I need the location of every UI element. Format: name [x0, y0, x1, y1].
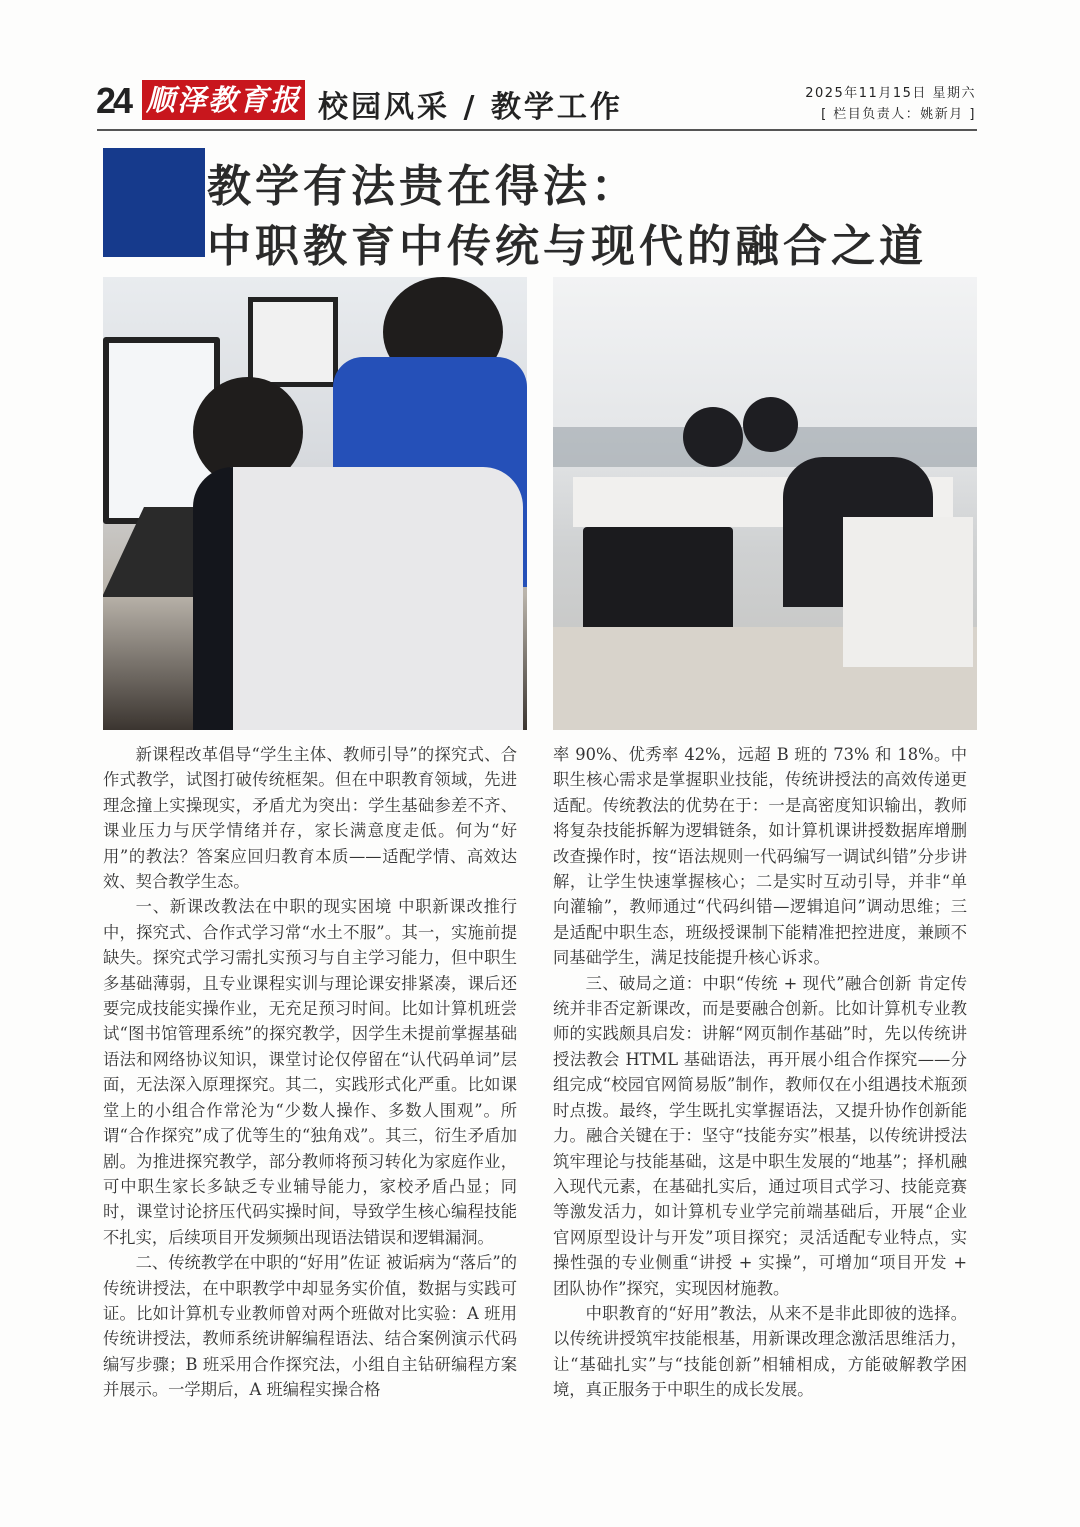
paragraph: 新课程改革倡导“学生主体、教师引导”的探究式、合作式教学，试图打破传统框架。但在中职教育领域，先进理念撞上实操现实，矛盾尤为突出：学生基础参差不齐、课业压力与厌学情绪并存，家长满意度走低。何为“好用”的教法？答案应回归教育本质——适配学情、高效达效、契合教学生态。 [103, 745, 517, 892]
paragraph: 三、破局之道：中职“传统 + 现代”融合创新 肯定传统并非否定新课改，而是要融合创新。比如计算机专业教师的实践颇具启发：讲解“网页制作基础”时，先以传统讲授法教会 HTML 基础语法，再开展小组合作探究——分组完成“校园官网简易版”制作，教师仅在小组遇技术瓶颈时点拨。最终，学生既扎实掌握语法，又提升协作创新能力。融合关键在于：坚守“技能夯实”根基，以传统讲授法筑牢理论与技能基础，这是中职生发展的“地基”；择机融入现代元素，在基础扎实后，通过项目式学习、技能竞赛等激发活力，如计算机专业学完前端基础后，开展“企业官网原型设计与开发”项目探究；灵活适配专业特点，实操性强的专业侧重“讲授 + 实操”，可增加“项目开发 + 团队协作”探究，实现因材施教。 [553, 973, 967, 1298]
photo-students-at-computers-closeup [103, 277, 527, 730]
paragraph: 率 90%、优秀率 42%，远超 B 班的 73% 和 18%。中职生核心需求是掌握职业技能，传统讲授法的高效传递更适配。传统教法的优势在于：一是高密度知识输出，教师将复杂技能拆解为逻辑链条，如计算机课讲授数据库增删改查操作时，按“语法规则一代码编写一调试纠错”分步讲解，让学生快速掌握核心；二是实时互动引导，并非“单向灌输”，教师通过“代码纠错—逻辑追问”调动思维；三是适配中职生态，班级授课制下能精准把控进度，兼顾不同基础学生，满足技能提升核心诉求。 [553, 745, 967, 968]
photo-computer-classroom [553, 277, 977, 730]
newspaper-logo: 顺泽教育报 [142, 80, 305, 120]
header-divider [97, 129, 977, 131]
article-title-line2: 中职教育中传统与现代的融合之道 [207, 221, 927, 272]
section-title: 校园风采 / 教学工作 [318, 90, 623, 125]
paragraph: 一、新课改教法在中职的现实困境 中职新课改推行中，探究式、合作式学习常“水土不服”。其一，实施前提缺失。探究式学习需扎实预习与自主学习能力，但中职生多基础薄弱，且专业课程实训与理论课安排紧凑，课后还要完成技能实操作业，无充足预习时间。比如计算机班尝试“图书馆管理系统”的探究教学，因学生未提前掌握基础语法和网络协议知识，课堂讨论仅停留在“认代码单词”层面，无法深入原理探究。其二，实践形式化严重。比如课堂上的小组合作常沦为“少数人操作、多数人围观”。所谓“合作探究”成了优等生的“独角戏”。其三，衍生矛盾加剧。为推进探究教学，部分教师将预习转化为家庭作业，可中职生家长多缺乏专业辅导能力，家校矛盾凸显；同时，课堂讨论挤压代码实操时间，导致学生核心编程技能不扎实，后续项目开发频频出现语法错误和逻辑漏洞。 [103, 897, 517, 1247]
title-accent-block [103, 148, 205, 257]
issue-date: 2025年11月15日 星期六 [805, 86, 976, 101]
paragraph: 二、传统教学在中职的“好用”佐证 被诟病为“落后”的传统讲授法，在中职教学中却显务实价值，数据与实践可证。比如计算机专业教师曾对两个班做对比实验：A 班用传统讲授法，教师系统讲解编程语法、结合案例演示代码编写步骤；B 班采用合作探究法，小组自主钻研编程方案并展示。一学期后，A 班编程实操合格 [103, 1253, 517, 1400]
column-editor: [ 栏目负责人：姚新月 ] [821, 107, 976, 122]
article-column-2 [553, 742, 967, 1403]
page-number: 24 [96, 80, 131, 121]
article-column-1 [103, 742, 517, 1403]
article-title-line1: 教学有法贵在得法： [207, 161, 639, 212]
paragraph: 中职教育的“好用”教法，从来不是非此即彼的选择。以传统讲授筑牢技能根基，用新课改理念激活思维活力，让“基础扎实”与“技能创新”相辅相成，方能破解教学困境，真正服务于中职生的成长发展。 [553, 1303, 967, 1400]
